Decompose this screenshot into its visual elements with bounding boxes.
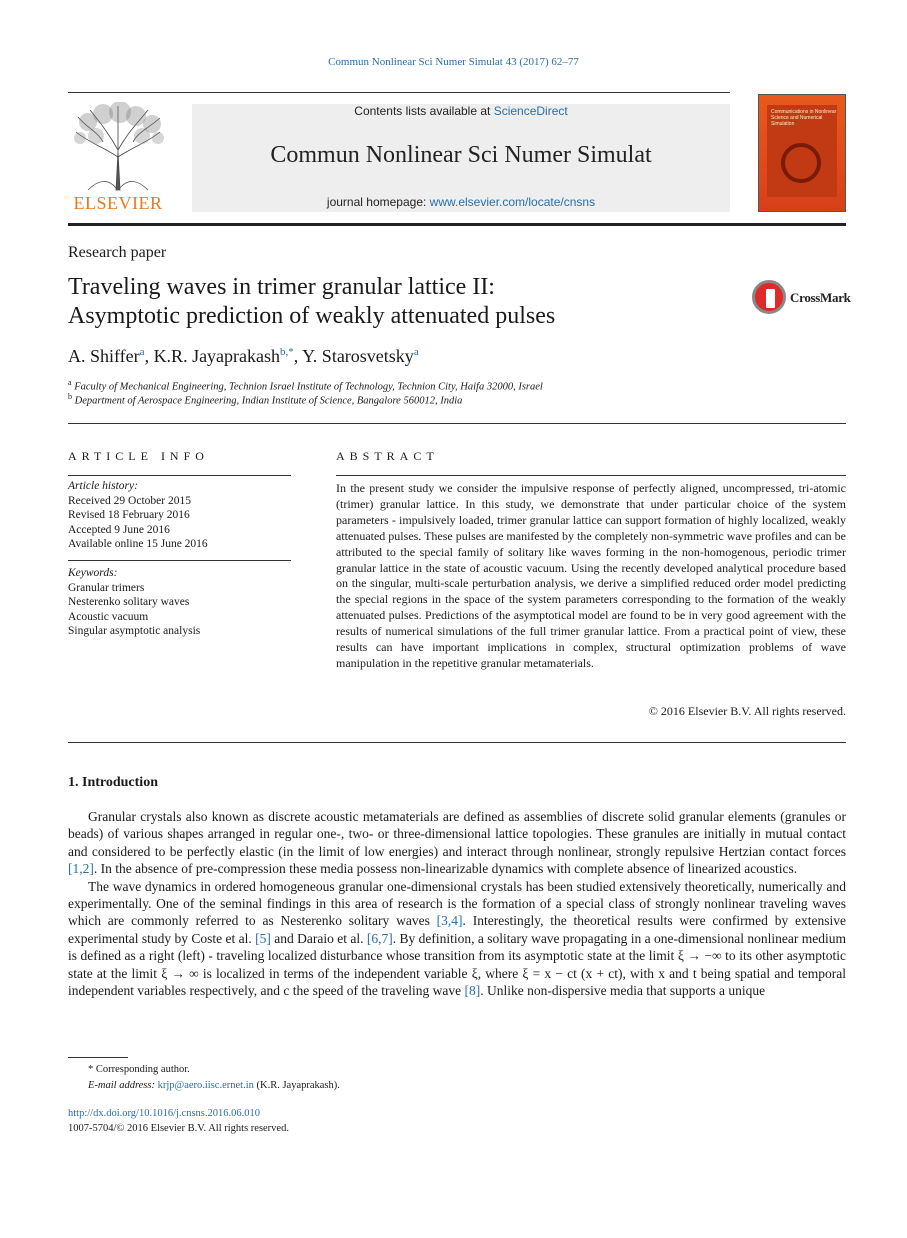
citation-link[interactable]: [3,4] (436, 913, 463, 929)
elsevier-logo (68, 102, 168, 214)
email-link[interactable]: krjp@aero.iisc.ernet.in (157, 1080, 254, 1091)
homepage-link[interactable]: www.elsevier.com/locate/cnsns (429, 195, 596, 209)
history-item: Available online 15 June 2016 (68, 538, 208, 550)
paragraph (68, 878, 846, 1000)
keyword-item: Granular trimers (68, 581, 145, 594)
author-separator: , (144, 346, 154, 366)
cover-title: Communications in Nonlinear Science and Numerical Simulation (771, 109, 837, 127)
affil-text: Department of Aerospace Engineering, Indian Institute of Science, Bangalore 560012, India (74, 395, 463, 407)
keyword-item: Nesterenko solitary waves (68, 596, 190, 608)
footnote-rule (68, 1057, 128, 1058)
history-label: Article history: (68, 480, 138, 492)
keyword-item: Acoustic vacuum (68, 610, 149, 623)
author-name[interactable]: Y. Starosvetsky (302, 346, 414, 366)
article-info-heading: ARTICLE INFO (68, 449, 209, 463)
text-run: Granular crystals also known as discrete acoustic metamaterials are defined as assemblies of discrete solid granular elements (granules or beads) of various shapes arranged in regular one-, two- or three-dimensional lattice topologies. These granules are initially in mutual contact and considered to be perfectly elastic (in the limit of low energies) and interact through nonlinear, strongly repulsive Hertzian contact forces (68, 809, 846, 859)
title-line-2: Asymptotic prediction of weakly attenuated pulses (68, 303, 556, 329)
cover-inner (767, 105, 837, 197)
journal-header (68, 92, 846, 226)
text-run: . Unlike non-dispersive media that supports a unique (480, 983, 766, 999)
author-list (68, 346, 419, 367)
text-run: and Daraio et al. (270, 930, 367, 946)
affil-marker: a (68, 378, 72, 387)
text-run: . In the absence of pre-compression these media possess non-linearizable dynamics with complete absence of linearized acoustics. (93, 861, 798, 877)
history-item: Received 29 October 2015 (68, 494, 191, 507)
author-name[interactable]: K.R. Jayaprakash (153, 346, 281, 366)
elsevier-tree-icon (68, 102, 168, 192)
article-title (68, 273, 708, 331)
journal-cover-image[interactable] (758, 94, 846, 212)
citation-link[interactable]: [6,7] (366, 930, 393, 946)
text-run: . Interestingly, the theoretical results were confirmed by extensive experimental study by Coste et al. (68, 913, 846, 946)
issn-copyright: 1007-5704/© 2016 Elsevier B.V. All rights reserved. (68, 1123, 289, 1134)
title-line-1: Traveling waves in trimer granular lattice II: (68, 274, 495, 300)
crossmark-icon (752, 280, 786, 314)
crossmark-badge[interactable] (752, 280, 851, 316)
history-item: Accepted 9 June 2016 (68, 523, 170, 536)
email-label: E-mail address: (88, 1080, 158, 1091)
affil-text: Faculty of Mechanical Engineering, Technion Israel Institute of Technology, Technion City, Haifa 32000, Israel (74, 381, 543, 393)
affiliation (68, 392, 462, 407)
abstract-copyright: © 2016 Elsevier B.V. All rights reserved. (648, 704, 846, 718)
abstract-heading: ABSTRACT (336, 449, 439, 463)
article-history (68, 479, 208, 552)
homepage-line (192, 195, 730, 209)
doi-link[interactable]: http://dx.doi.org/10.1016/j.cnsns.2016.06.010 (68, 1108, 261, 1119)
section-divider (68, 742, 846, 743)
journal-name: Commun Nonlinear Sci Numer Simulat (270, 142, 652, 168)
crossmark-bookmark (766, 289, 775, 308)
author-separator: , (293, 346, 303, 366)
author-name[interactable]: A. Shiffer (68, 346, 140, 366)
header-rule-bottom (68, 223, 846, 226)
author-affil-marker[interactable]: a (413, 346, 419, 358)
corresponding-footnote: * Corresponding author. (88, 1064, 190, 1075)
paragraph (68, 808, 846, 878)
intro-heading: 1. Introduction (68, 775, 158, 790)
affiliation (68, 378, 543, 393)
keyword-item: Singular asymptotic analysis (68, 625, 201, 637)
journal-citation[interactable]: Commun Nonlinear Sci Numer Simulat 43 (2017) 62–77 (328, 56, 579, 68)
crossmark-label: CrossMark (790, 290, 851, 305)
info-rule (68, 560, 291, 561)
email-suffix: (K.R. Jayaprakash). (253, 1080, 340, 1091)
elsevier-wordmark: ELSEVIER (73, 193, 163, 213)
text-run: . By definition, a solitary wave propagating in a one-dimensional nonlinear medium is defined as a right (left) - traveling localized disturbance whose transition from its asymptotic state at the limit ξ → −∞ to its other asymptotic state at the limit ξ → ∞ is localized in terms of the independent variable ξ, where ξ = x − ct (x + ct), with x and t being spatial and temporal independent variables respectively, and c the speed of the traveling wave (68, 930, 846, 999)
abstract-rule (336, 475, 846, 476)
section-divider (68, 423, 846, 424)
header-rule-top (68, 92, 730, 93)
keywords-label: Keywords: (68, 567, 118, 579)
author-affil-marker[interactable]: a (139, 346, 145, 358)
cover-swirl-icon (781, 143, 821, 183)
affil-marker: b (68, 392, 72, 401)
history-item: Revised 18 February 2016 (68, 509, 190, 521)
contents-line (192, 104, 730, 118)
intro-body (68, 808, 846, 999)
sciencedirect-link[interactable]: ScienceDirect (493, 104, 568, 118)
abstract-text: In the present study we consider the impulsive response of perfectly aligned, uncompressed, tri-atomic (trimer) granular lattice. In this study, we demonstrate that under particular choice of the system parameters - impulsively loaded, trimer granular lattice can support formation of highly localized, weakly attenuated pulses. These pulses are manifested by the completely non-symmetric wave profiles and can be attributed to the special family of solitary like waves forming in the non-homogenous, periodic trimer granular lattice in the state of acoustic vacuum. Using the recently developed analytical procedure based on the singular, multi-scale perturbation analysis, we derive a simplified reduced order model predicting the special regions in the space of the system parameters corresponding to the formation of the weakly attenuated pulses. Predictions of the asymptotical model are found to be in very good agreement with the results of numerical simulations of the full trimer granular lattice. From a practical point of view, these results can have important implications in complex, structural optimization problems of wave manipulation in the repetitive granular metamaterials. (336, 481, 846, 670)
homepage-prefix: journal homepage: (326, 195, 430, 209)
email-footnote (88, 1080, 340, 1091)
citation-link[interactable]: [5] (255, 930, 271, 946)
author-affil-marker[interactable]: b,* (280, 346, 294, 358)
keywords (68, 566, 200, 639)
citation-link[interactable]: [1,2] (68, 861, 94, 877)
journal-info-box (192, 104, 730, 212)
contents-prefix: Contents lists available at (354, 104, 494, 118)
citation-link[interactable]: [8] (464, 983, 481, 999)
article-type: Research paper (68, 244, 167, 261)
info-rule (68, 475, 291, 476)
text-run: The wave dynamics in ordered homogeneous granular one-dimensional crystals has been studied extensively theoretically, numerically and experimentally. One of the seminal findings in this area of research is the formation of a special class of strongly nonlinear traveling waves which are commonly referred to as Nesterenko solitary waves (68, 878, 846, 929)
